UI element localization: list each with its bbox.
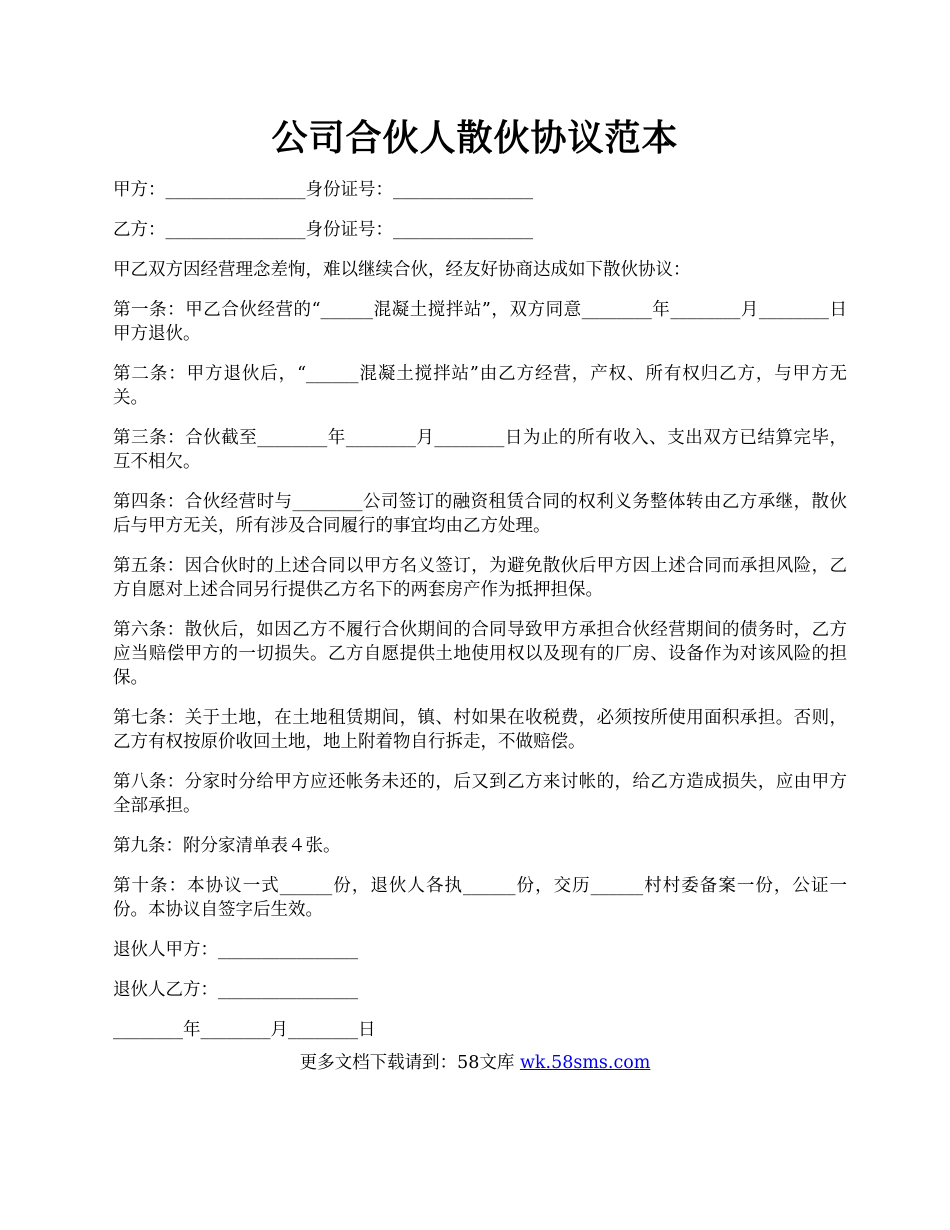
article-7: 第七条：关于土地，在土地租赁期间，镇、村如果在收税费，必须按所使用面积承担。否则，乙方有权按原价收回土地，地上附着物自行拆走，不做赔偿。 [113, 708, 847, 752]
signature-date: ________年________月________日 [113, 1020, 376, 1040]
article-1: 第一条：甲乙合伙经营的“______混凝土搅拌站”，双方同意________年________月________日甲方退伙。 [113, 300, 847, 344]
article-9: 第九条：附分家清单表４张。 [113, 836, 341, 856]
footer-text: 更多文档下载请到：58文库 [299, 1053, 515, 1073]
article-5: 第五条：因合伙时的上述合同以甲方名义签订，为避免散伙后甲方因上述合同而承担风险，乙方自愿对上述合同另行提供乙方名下的两套房产作为抵押担保。 [113, 556, 847, 600]
preamble: 甲乙双方因经营理念差恂，难以继续合伙，经友好协商达成如下散伙协议： [113, 260, 691, 280]
signature-party-b: 退伙人乙方：________________ [113, 980, 358, 1000]
document-body [113, 178, 847, 1058]
party-a-line: 甲方：________________身份证号：________________ [113, 180, 533, 200]
footer [0, 1051, 950, 1075]
document-title: 公司合伙人散伙协议范本 [271, 117, 679, 159]
article-4: 第四条：合伙经营时与________公司签订的融资租赁合同的权利义务整体转由乙方承继，散伙后与甲方无关，所有涉及合同履行的事宜均由乙方处理。 [113, 492, 847, 536]
party-b-line: 乙方：________________身份证号：________________ [113, 220, 533, 240]
article-2: 第二条：甲方退伙后，“______混凝土搅拌站”由乙方经营，产权、所有权归乙方，与甲方无关。 [113, 364, 847, 408]
article-8: 第八条：分家时分给甲方应还帐务未还的，后又到乙方来讨帐的，给乙方造成损失，应由甲方全部承担。 [113, 772, 847, 816]
article-3: 第三条：合伙截至________年________月________日为止的所有收入、支出双方已结算完毕，互不相欠。 [113, 428, 847, 472]
footer-link[interactable]: wk.58sms.com [519, 1053, 651, 1073]
article-6: 第六条：散伙后，如因乙方不履行合伙期间的合同导致甲方承担合伙经营期间的债务时，乙方应当赔偿甲方的一切损失。乙方自愿提供土地使用权以及现有的厂房、设备作为对该风险的担保。 [113, 620, 847, 688]
article-10: 第十条：本协议一式______份，退伙人各执______份，交历______村村委备案一份，公证一份。本协议自签字后生效。 [113, 876, 847, 920]
signature-party-a: 退伙人甲方：________________ [113, 940, 358, 960]
